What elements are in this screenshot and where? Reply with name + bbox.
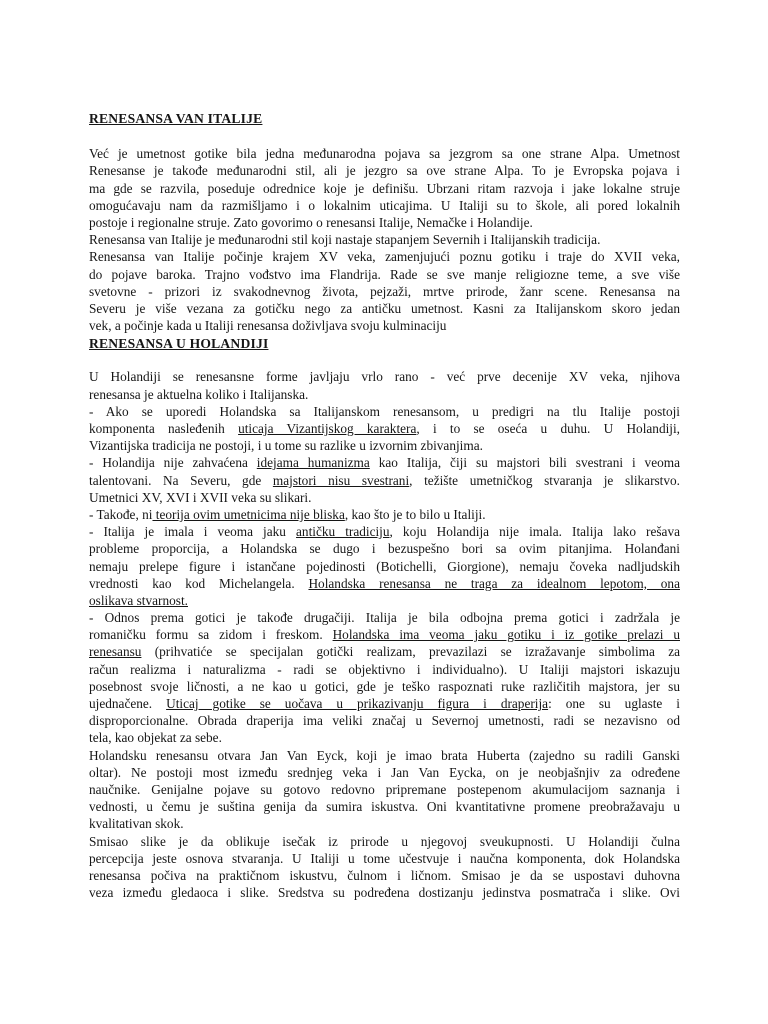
text-fragment: veza između gledaoca i slike. Sredstva su podređena dostizanju jedinstva posmatrača i slike. Ovi [89,885,680,901]
text-line [89,506,680,523]
text-line [89,592,680,609]
section-title-renesansa-u-holandiji: RENESANSA U HOLANDIJI [89,336,269,352]
text-line [89,540,680,557]
text-fragment: račun realizma i naturalizma - radi se objektivno i individualno). U Italiji majstori iskazuju [89,661,680,677]
text-line [89,850,680,867]
text-line [89,523,680,540]
text-fragment: , težište umetničkog stvaranja je slikarstvo. [409,472,680,488]
text-fragment: disproporcionalne. Obrada draperija ima veliki značaj u Severnoj umetnosti, radi se nezavisno od [89,713,680,729]
underlined-phrase: Holandska renesansa ne traga za idealnom lepotom, ona [308,575,680,591]
text-line [89,558,680,575]
text-fragment: talentovani. Na Severu, gde [89,472,273,488]
text-line [89,695,680,712]
text-fragment: , koju Holandija nije imala. Italija lako rešava [389,524,680,540]
document-body [89,110,680,901]
text-fragment: ujednačene. [89,696,167,712]
text-line [89,437,680,454]
text-line: Renesanse je takođe međunarodni stil, ali je jezgro sa ove strane Alpa. To je Evropska pojava i [89,163,680,179]
text-line [89,867,680,884]
section-title-renesansa-van-italije: RENESANSA VAN ITALIJE [89,111,263,126]
text-fragment: Vizantijska tradicija ne postoji, i u tome su razlike u izvornim zbivanjima. [89,438,483,454]
text-fragment: nemaju prelepe figure i istančane pojedinosti (Botichelli, Giorgione), nemaju čoveka nadljudskih [89,558,680,574]
text-line [89,472,680,489]
underlined-phrase: idejama humanizma [256,455,370,471]
text-fragment: percepcija jeste osnova stvaranja. U Italiji u tome učestvuje i naučna komponenta, dok Holandska [89,850,680,866]
text-fragment: - Ako se uporedi Holandska sa Italijanskom renesansom, u predigri na tlu Italije postoji [89,403,680,419]
text-line [89,798,680,815]
text-line [89,489,680,506]
section-renesansa-van-italije [89,145,680,334]
section-renesansa-u-holandiji [89,368,680,901]
text-fragment: renesansa je aktuelna koliko i Italijanska. [89,386,309,402]
text-fragment: romaničku formu sa zidom i freskom. [89,627,333,643]
text-line: do pojave baroka. Trajno vođstvo ima Flandrija. Rade se sve manje religiozne teme, a sve više [89,266,680,282]
text-fragment: - Italija je imala i veoma jaku [89,524,297,540]
text-fragment: U Holandiji se renesansne forme javljaju vrlo rano - već prve decenije XV veka, njihova [89,369,680,385]
text-line [89,368,680,385]
underlined-phrase: antičku tradiciju [296,524,390,540]
text-fragment: oltar). Ne postoji most između srednjeg veka i Jan Van Eycka, on je neobjašnjiv za određene [89,764,680,780]
text-fragment: , kao što je to bilo u Italiji. [344,506,486,522]
text-fragment: renesansa počiva na praktičnom iskustvu, čulnom i ličnom. Smisao je da se uspostavi duhovna [89,867,680,883]
text-fragment: probleme proporcija, a Holandska se dugo i bezuspešno bori sa ovim pitanjima. Holanđani [89,541,680,557]
text-fragment: kvalitativan skok. [89,816,184,832]
text-fragment: Umetnici XV, XVI i XVII veka su slikari. [89,489,312,505]
text-fragment: kao Italija, čiji su majstori bili svestrani i veoma [369,455,680,471]
text-line [89,575,680,592]
underlined-phrase: renesansu [89,644,142,660]
text-line: ma gde se razvila, poseduje odrednice koje je definišu. Ubrzani ritam razvoja i jake lokalne struje [89,180,680,196]
text-line [89,764,680,781]
text-fragment: komponenta nasleđenih [89,421,239,437]
text-line [89,729,680,746]
text-fragment: : one su uglaste i [548,696,680,712]
text-line: svetovne - prizori iz svakodnevnog života, pejzaži, mrtve prirode, žanr scene. Renesansa na [89,283,680,299]
text-fragment: , i to se oseća u duhu. U Holandiji, [416,421,680,437]
underlined-phrase: oslikava stvarnost. [89,592,188,608]
text-fragment: - Odnos prema gotici je takođe drugačiji. Italija je bila odbojna prema gotici i zadržala je [89,610,680,626]
text-fragment: naučnike. Genijalne pojave su gotovo redovno pripremane postepenom akumulacijom saznanja i [89,781,680,797]
underlined-phrase: majstori nisu svestrani [272,472,410,488]
text-fragment: posebnost svoje ličnosti, a ne kao u gotici, gde je teško raspoznati ruke različitih majstora, jer su [89,678,680,694]
text-line: postoje i regionalne struje. Zato govorimo o renesansi Italije, Nemačke i Holandije. [89,214,533,230]
text-line [89,626,680,643]
text-line: Već je umetnost gotike bila jedna međunarodna pojava sa jezgrom sa one strane Alpa. Umetnost [89,146,680,162]
text-fragment: Smisao slike je da oblikuje isečak iz prirode u njegovoj sveukupnosti. U Holandiji čulna [89,833,680,849]
underlined-phrase: Holandska ima veoma jaku gotiku i iz gotike prelazi u [332,627,680,643]
text-fragment: - Takođe, ni [89,506,153,522]
text-line: Severu je više vezana za gotičku nego za antičku umetnost. Kasni za Italijanskom skoro jedan [89,300,680,316]
text-line [89,609,680,626]
text-line [89,833,680,850]
text-fragment: vednosti, u čemu je suština genija da sumira iskustva. Oni kvantitativne promene preobražavaju u [89,799,680,815]
text-line [89,643,680,660]
text-line [89,678,680,695]
underlined-phrase: Uticaj gotike se uočava u prikazivanju figura i draperija [166,696,549,712]
underlined-phrase: uticaja Vizantijskog karaktera [238,421,417,437]
text-fragment: (prihvatiće se specijalan gotički realizam, prevazilazi se izražavanje simbolima za [141,644,680,660]
text-line [89,420,680,437]
text-line [89,884,680,901]
text-fragment: Holandsku renesansu otvara Jan Van Eyck, koji je imao brata Huberta (zajedno su radili Ganski [89,747,680,763]
text-line: vek, a počinje kada u Italiji renesansa doživljava svoju kulminaciju [89,318,447,334]
text-fragment: - Holandija nije zahvaćena [89,455,257,471]
text-line [89,712,680,729]
text-line: omogućavaju nam da razmišljamo i o lokalnim uticajima. U Italiji su to škole, ali pored lokalnih [89,197,680,213]
text-line [89,815,680,832]
text-line [89,747,680,764]
underlined-phrase: teorija ovim umetnicima nije bliska [152,506,345,522]
text-line [89,386,680,403]
text-line: Renesansa van Italije počinje krajem XV veka, zamenjujući poznu gotiku i traje do XVII veka, [89,249,680,265]
text-line [89,781,680,798]
text-fragment: tela, kao objekat za sebe. [89,730,222,746]
text-line [89,661,680,678]
text-line [89,454,680,471]
text-line: Renesansa van Italije je međunarodni stil koji nastaje stapanjem Severnih i Italijanskih tradicija. [89,232,601,248]
text-fragment: vrednosti kao kod Michelangela. [89,575,309,591]
text-line [89,403,680,420]
